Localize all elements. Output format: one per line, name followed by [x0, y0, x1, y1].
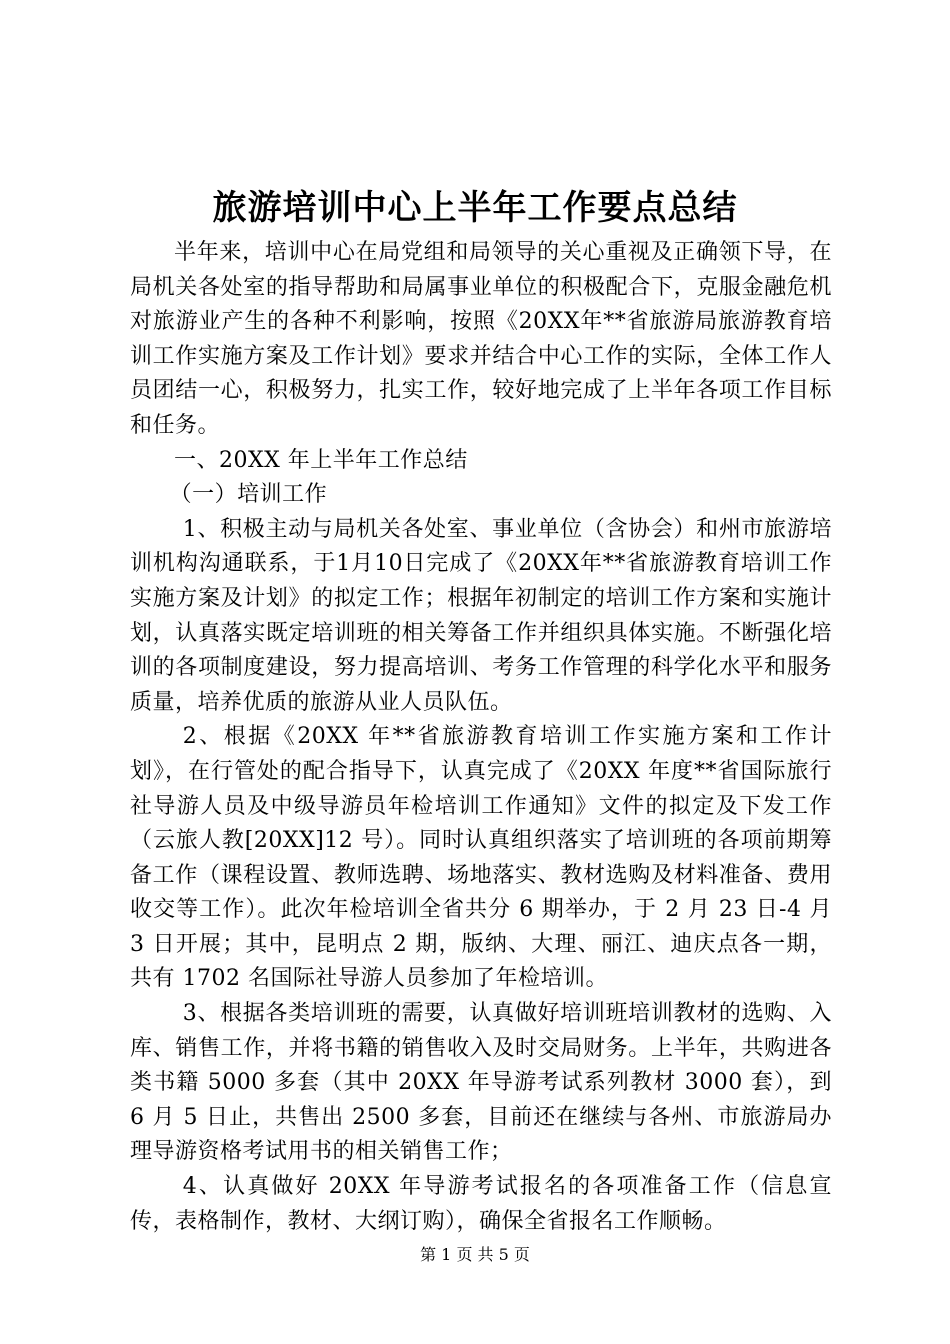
intro-paragraph: 半年来，培训中心在局党组和局领导的关心重视及正确领下导，在局机关各处室的指导帮助和局属事业单位的积极配合下，克服金融危机对旅游业产生的各种不利影响，按照《20XX年**省旅游局旅游教育培训工作实施方案及工作计划》要求并结合中心工作的实际，全体工作人员团结一心，积极努力，扎实工作，较好地完成了上半年各项工作目标和任务。 — [130, 240, 832, 438]
list-item-4: 4、认真做好 20XX 年导游考试报名的各项准备工作（信息宣传，表格制作，教材、大纲订购），确保全省报名工作顺畅。 — [130, 1174, 832, 1234]
document-body — [130, 236, 832, 1239]
subsection-heading: （一）培训工作 — [169, 482, 328, 508]
document-title: 旅游培训中心上半年工作要点总结 — [212, 188, 738, 228]
list-item-2: 2、根据《20XX 年**省旅游教育培训工作实施方案和工作计划》，在行管处的配合指导下，认真完成了《20XX 年度**省国际旅行社导游人员及中级导游员年检培训工作通知》文件的拟定及下发工作（云旅人教[20XX]12 号）。同时认真组织落实了培训班的各项前期筹备工作（课程设置、教师选聘、场地落实、教材选购及材料准备、费用收交等工作）。此次年检培训全省共分 6 期举办，于 2 月 23 日-4 月 3 日开展；其中，昆明点 2 期，版纳、大理、丽江、迪庆点各一期，共有 1702 名国际社导游人员参加了年检培训。 — [130, 724, 832, 992]
list-item-3: 3、根据各类培训班的需要，认真做好培训班培训教材的选购、入库、销售工作，并将书籍的销售收入及时交局财务。上半年，共购进各类书籍 5000 多套（其中 20XX 年导游考试系列教材 3000 套），到 6 月 5 日止，共售出 2500 多套，目前还在继续与各州、市旅游局办理导游资格考试用书的相关销售工作； — [130, 1001, 832, 1165]
section-heading: 一、20XX 年上半年工作总结 — [174, 447, 468, 473]
page-footer: 第 1 页 共 5 页 — [420, 1245, 530, 1264]
list-item-1: 1、积极主动与局机关各处室、事业单位（含协会）和州市旅游培训机构沟通联系，于1月10日完成了《20XX年**省旅游教育培训工作实施方案及计划》的拟定工作；根据年初制定的培训工作方案和实施计划，认真落实既定培训班的相关筹备工作并组织具体实施。不断强化培训的各项制度建设，努力提高培训、考务工作管理的科学化水平和服务质量，培养优质的旅游从业人员队伍。 — [130, 516, 832, 715]
